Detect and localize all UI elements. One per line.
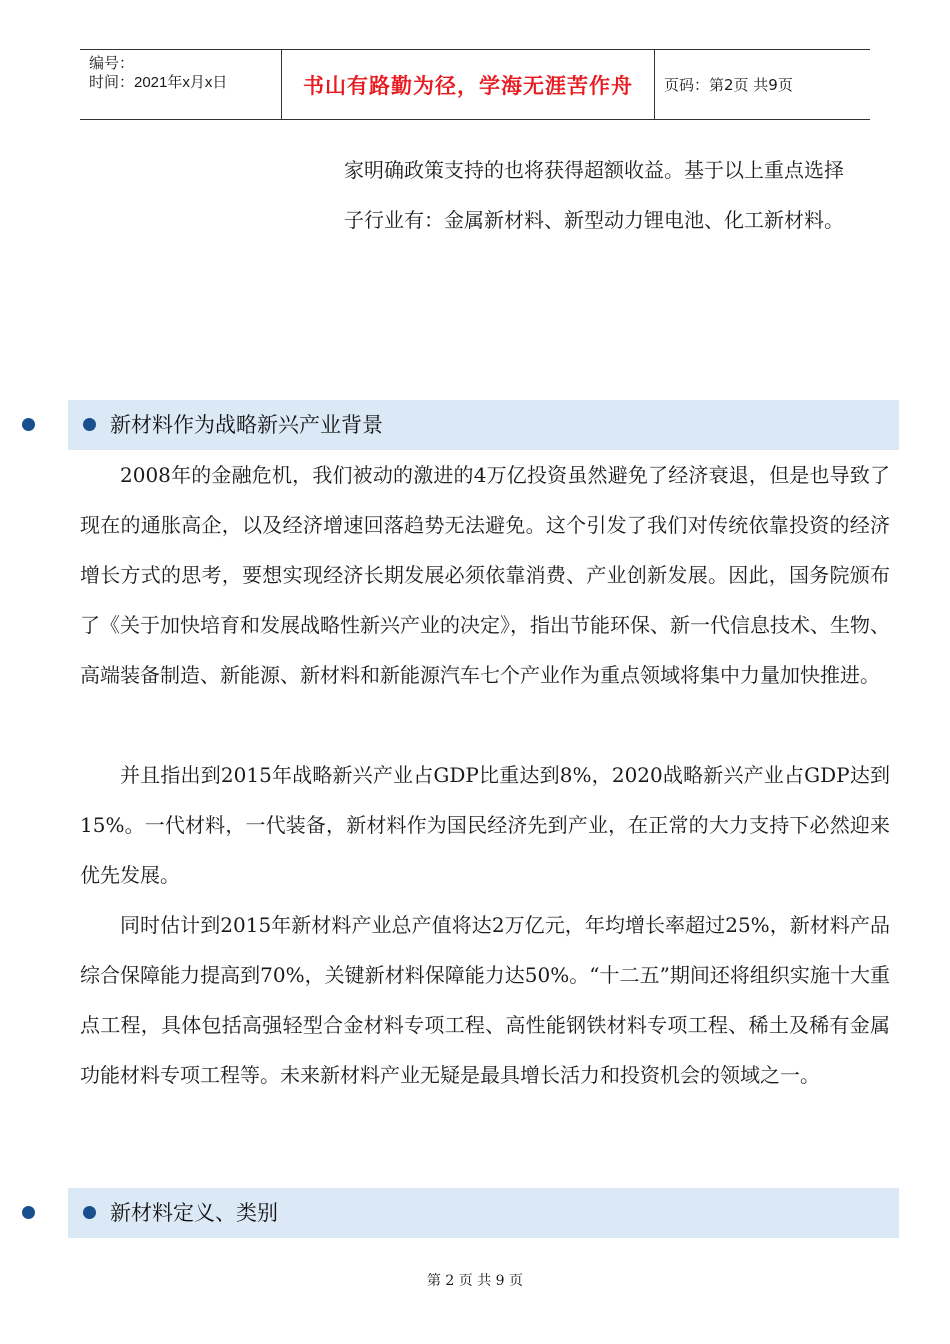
header-number-label: 编号：	[89, 55, 135, 72]
section-heading-background	[68, 1188, 899, 1238]
page-footer: 第 2 页 共 9 页	[426, 1273, 524, 1289]
intro-line-1: 家明确政策支持的也将获得超额收益。基于以上重点选择	[344, 158, 844, 182]
outer-bullet-icon	[22, 1206, 35, 1219]
section-title: 新材料作为战略新兴产业背景	[110, 413, 383, 437]
section-paragraph-3: 同时估计到2015年新材料产业总产值将达2万亿元，年均增长率超过25%，新材料产品综合保障能力提高到70%，关键新材料保障能力达50%。“十二五”期间还将组织实施十大重点工程，具体包括高强轻型合金材料专项工程、高性能钢铁材料专项工程、稀土及稀有金属功能材料专项工程等。未来新材料产业无疑是最具增长活力和投资机会的领域之一。	[80, 913, 890, 1087]
header-time-label: 时间：2021年x月x日	[89, 74, 228, 91]
intro-line-2: 子行业有：金属新材料、新型动力锂电池、化工新材料。	[344, 208, 844, 232]
bullet-icon	[83, 1206, 96, 1219]
bullet-icon	[83, 418, 96, 431]
section-paragraph-1: 2008年的金融危机，我们被动的激进的4万亿投资虽然避免了经济衰退，但是也导致了现在的通胀高企，以及经济增速回落趋势无法避免。这个引发了我们对传统依靠投资的经济增长方式的思考，要想实现经济长期发展必须依靠消费、产业创新发展。因此，国务院颁布了《关于加快培育和发展战略性新兴产业的决定》，指出节能环保、新一代信息技术、生物、高端装备制造、新能源、新材料和新能源汽车七个产业作为重点领域将集中力量加快推进。	[80, 463, 890, 687]
header-page-info: 页码：第2页 共9页	[664, 76, 793, 94]
section-title: 新材料定义、类别	[110, 1201, 278, 1225]
header-meta	[80, 50, 281, 119]
page-header	[80, 49, 870, 120]
outer-bullet-icon	[22, 418, 35, 431]
section-paragraph-2: 并且指出到2015年战略新兴产业占GDP比重达到8%，2020战略新兴产业占GDP达到15%。一代材料，一代装备，新材料作为国民经济先到产业，在正常的大力支持下必然迎来优先发展。	[80, 763, 890, 887]
header-motto: 书山有路勤为径，学海无涯苦作舟	[281, 50, 655, 119]
section-heading-background	[68, 400, 899, 450]
